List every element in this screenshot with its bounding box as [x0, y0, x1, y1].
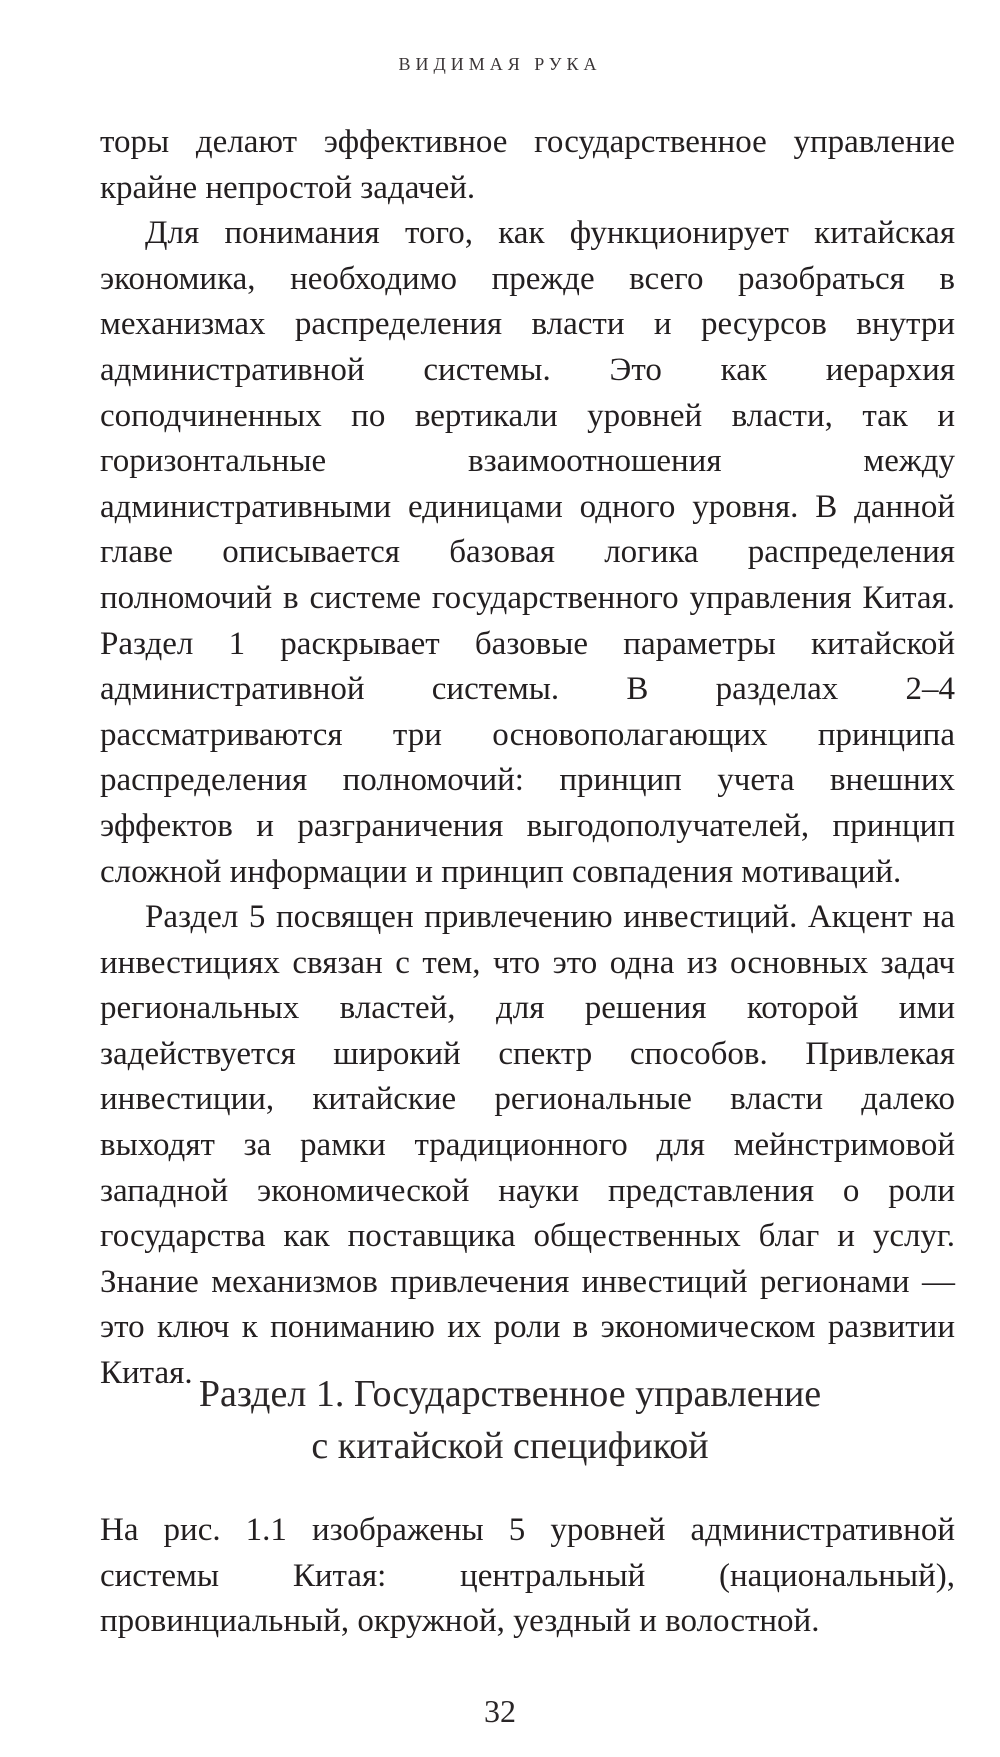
main-text-block [100, 120, 955, 1397]
paragraph-continuation: торы делают эффективное государственное управление крайне непростой задачей. [100, 124, 955, 206]
paragraph-admin-levels: На рис. 1.1 изображены 5 уровней административной системы Китая: центральный (национальный), провинциальный, окружной, уездный и волостной. [100, 1512, 955, 1640]
section-text-block [100, 1508, 955, 1645]
paragraph-chapter-overview: Для понимания того, как функционирует китайская экономика, необходимо прежде всего разобраться в механизмах распределения власти и ресурсов внутри административной системы. Это как иерархия соподчиненных по вертикали уровней власти, так и горизонтальные взаимоотношения между административными единицами одного уровня. В данной главе описывается базовая логика распределения полномочий в системе государственного управления Китая. Раздел 1 раскрывает базовые параметры китайской административной системы. В разделах 2–4 рассматриваются три основополагающих принципа распределения полномочий: принцип учета внешних эффектов и разграничения выгодополучателей, принцип сложной информации и принцип совпадения мотиваций. [100, 215, 955, 890]
running-head: ВИДИМАЯ РУКА [398, 54, 602, 74]
paragraph-investment-section: Раздел 5 посвящен привлечению инвестиций. Акцент на инвестициях связан с тем, что это одна из основных задач региональных властей, для решения которой ими задействуется широкий спектр способов. Привлекая инвестиции, китайские региональные власти далеко выходят за рамки традиционного для мейнстримовой западной экономической науки представления о роли государства как поставщика общественных благ и услуг. Знание механизмов привлечения инвестиций регионами — это ключ к пониманию их роли в экономическом развитии Китая. [100, 899, 955, 1392]
section-heading-line-1: Раздел 1. Государственное управление [198, 1373, 822, 1415]
section-heading [60, 1368, 960, 1472]
page-number: 32 [484, 1693, 516, 1729]
section-heading-line-2: с китайской спецификой [311, 1425, 709, 1467]
